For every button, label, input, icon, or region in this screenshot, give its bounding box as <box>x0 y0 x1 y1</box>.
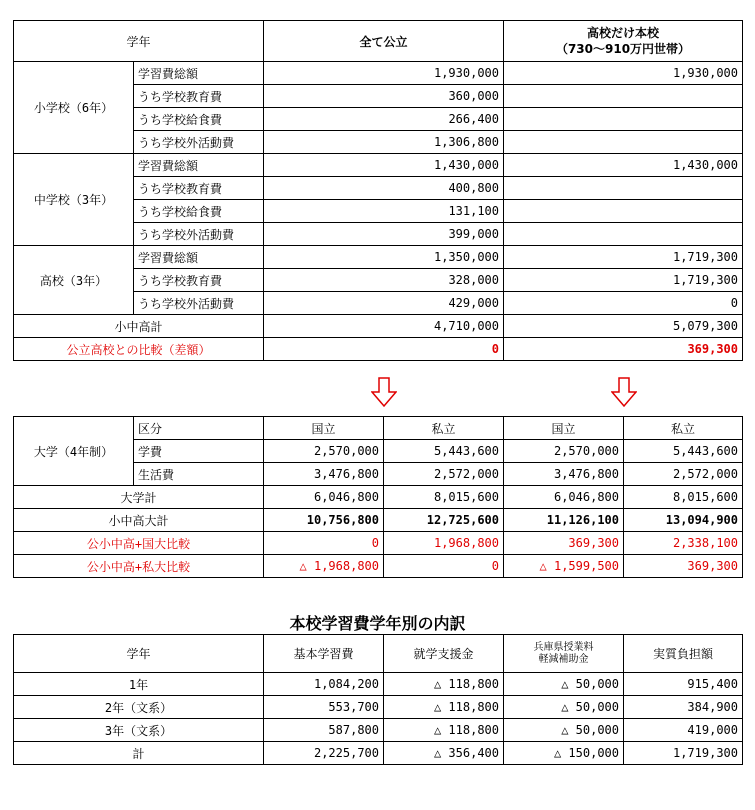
subsidy-value: △ 50,000 <box>504 696 624 719</box>
public-value: 328,000 <box>264 269 504 292</box>
compare-national-label: 公小中高+国大比較 <box>14 532 264 555</box>
public-value: 400,800 <box>264 177 504 200</box>
row-item: うち学校教育費 <box>134 85 264 108</box>
row-item: うち学校給食費 <box>134 108 264 131</box>
cell-value: 1,968,800 <box>384 532 504 555</box>
grand-total-row <box>14 509 743 532</box>
univ-total-row <box>14 486 743 509</box>
header-national-2: 国立 <box>504 417 624 440</box>
total-label: 小中高計 <box>14 315 264 338</box>
breakdown-title: 本校学習費学年別の内訳 <box>289 614 466 633</box>
cell-value: 3,476,800 <box>264 463 384 486</box>
cell-value: 8,015,600 <box>624 486 743 509</box>
header-net: 実質負担額 <box>624 635 743 673</box>
row-item: 学費 <box>134 440 264 463</box>
school-value <box>504 108 743 131</box>
school-cost-table <box>13 20 743 361</box>
total-school: 5,079,300 <box>504 315 743 338</box>
cell-value: 3,476,800 <box>504 463 624 486</box>
public-value: 399,000 <box>264 223 504 246</box>
header-support: 就学支援金 <box>384 635 504 673</box>
grade-label: 2年（文系） <box>14 696 264 719</box>
subsidy-value: △ 150,000 <box>504 742 624 765</box>
row-item: 学習費総額 <box>134 62 264 85</box>
cell-value: 13,094,900 <box>624 509 743 532</box>
cell-value: △ 1,968,800 <box>264 555 384 578</box>
public-value: 429,000 <box>264 292 504 315</box>
net-value: 915,400 <box>624 673 743 696</box>
table-row <box>14 154 743 177</box>
school-value: 1,430,000 <box>504 154 743 177</box>
subsidy-value: △ 50,000 <box>504 673 624 696</box>
net-value: 419,000 <box>624 719 743 742</box>
cell-value: 8,015,600 <box>384 486 504 509</box>
header-subsidy-line1: 兵庫県授業料 <box>533 641 594 653</box>
cell-value: 11,126,100 <box>504 509 624 532</box>
header-grade: 学年 <box>14 635 264 673</box>
public-value: 360,000 <box>264 85 504 108</box>
down-arrow-icon <box>611 377 637 407</box>
table-header-row <box>14 417 743 440</box>
cell-value: 6,046,800 <box>264 486 384 509</box>
header-all-public: 全て公立 <box>264 21 504 62</box>
elementary-label: 小学校（6年） <box>14 62 134 154</box>
net-value: 384,900 <box>624 696 743 719</box>
row-item: 生活費 <box>134 463 264 486</box>
univ-total-label: 大学計 <box>14 486 264 509</box>
support-value: △ 356,400 <box>384 742 504 765</box>
school-value <box>504 131 743 154</box>
grade-breakdown-table <box>13 634 743 765</box>
cell-value: 5,443,600 <box>384 440 504 463</box>
cell-value: 2,572,000 <box>624 463 743 486</box>
cell-value: 2,338,100 <box>624 532 743 555</box>
university-label: 大学（4年制） <box>14 417 134 486</box>
support-value: △ 118,800 <box>384 696 504 719</box>
cell-value: 6,046,800 <box>504 486 624 509</box>
row-item: うち学校外活動費 <box>134 131 264 154</box>
grand-total-label: 小中高大計 <box>14 509 264 532</box>
row-item: うち学校外活動費 <box>134 223 264 246</box>
school-value <box>504 85 743 108</box>
header-category: 区分 <box>134 417 264 440</box>
row-item: うち学校教育費 <box>134 177 264 200</box>
row-item: 学習費総額 <box>134 154 264 177</box>
school-value: 1,719,300 <box>504 269 743 292</box>
cell-value: 10,756,800 <box>264 509 384 532</box>
cell-value: 5,443,600 <box>624 440 743 463</box>
net-value: 1,719,300 <box>624 742 743 765</box>
school-value <box>504 177 743 200</box>
table-row <box>14 62 743 85</box>
support-value: △ 118,800 <box>384 719 504 742</box>
table-row <box>14 246 743 269</box>
table-row <box>14 719 743 742</box>
diff-public: 0 <box>264 338 504 361</box>
down-arrow-icon <box>371 377 397 407</box>
cell-value: 369,300 <box>504 532 624 555</box>
school-value <box>504 200 743 223</box>
cell-value: 2,570,000 <box>504 440 624 463</box>
basic-value: 587,800 <box>264 719 384 742</box>
school-value: 0 <box>504 292 743 315</box>
header-school-line1: 高校だけ本校 <box>587 26 660 40</box>
grade-label: 3年（文系） <box>14 719 264 742</box>
high-label: 高校（3年） <box>14 246 134 315</box>
basic-value: 2,225,700 <box>264 742 384 765</box>
table-header-row <box>14 21 743 62</box>
header-private-1: 私立 <box>384 417 504 440</box>
subsidy-value: △ 50,000 <box>504 719 624 742</box>
diff-row <box>14 338 743 361</box>
compare-national-row <box>14 532 743 555</box>
cell-value: 12,725,600 <box>384 509 504 532</box>
table-header-row <box>14 635 743 673</box>
total-row <box>14 742 743 765</box>
header-national-1: 国立 <box>264 417 384 440</box>
total-public: 4,710,000 <box>264 315 504 338</box>
basic-value: 1,084,200 <box>264 673 384 696</box>
public-value: 1,306,800 <box>264 131 504 154</box>
grade-label: 1年 <box>14 673 264 696</box>
cell-value: 2,570,000 <box>264 440 384 463</box>
public-value: 266,400 <box>264 108 504 131</box>
school-value: 1,719,300 <box>504 246 743 269</box>
grade-label: 計 <box>14 742 264 765</box>
compare-private-label: 公小中高+私大比較 <box>14 555 264 578</box>
public-value: 1,930,000 <box>264 62 504 85</box>
header-school-line2: （730～910万円世帯） <box>555 42 691 56</box>
header-private-2: 私立 <box>624 417 743 440</box>
cell-value: △ 1,599,500 <box>504 555 624 578</box>
university-cost-table <box>13 416 743 578</box>
public-value: 1,430,000 <box>264 154 504 177</box>
row-item: 学習費総額 <box>134 246 264 269</box>
cell-value: 0 <box>264 532 384 555</box>
cell-value: 369,300 <box>624 555 743 578</box>
school-value <box>504 223 743 246</box>
row-item: うち学校給食費 <box>134 200 264 223</box>
header-subsidy-line2: 軽減補助金 <box>538 653 589 665</box>
support-value: △ 118,800 <box>384 673 504 696</box>
school-value: 1,930,000 <box>504 62 743 85</box>
cell-value: 0 <box>384 555 504 578</box>
header-school <box>504 21 743 62</box>
header-subsidy <box>504 635 624 673</box>
row-item: うち学校外活動費 <box>134 292 264 315</box>
basic-value: 553,700 <box>264 696 384 719</box>
total-row <box>14 315 743 338</box>
diff-label: 公立高校との比較（差額） <box>14 338 264 361</box>
public-value: 131,100 <box>264 200 504 223</box>
compare-private-row <box>14 555 743 578</box>
public-value: 1,350,000 <box>264 246 504 269</box>
header-basic: 基本学習費 <box>264 635 384 673</box>
table-row <box>14 673 743 696</box>
cell-value: 2,572,000 <box>384 463 504 486</box>
junior-label: 中学校（3年） <box>14 154 134 246</box>
diff-school: 369,300 <box>504 338 743 361</box>
table-row <box>14 696 743 719</box>
row-item: うち学校教育費 <box>134 269 264 292</box>
header-grade: 学年 <box>14 21 264 62</box>
